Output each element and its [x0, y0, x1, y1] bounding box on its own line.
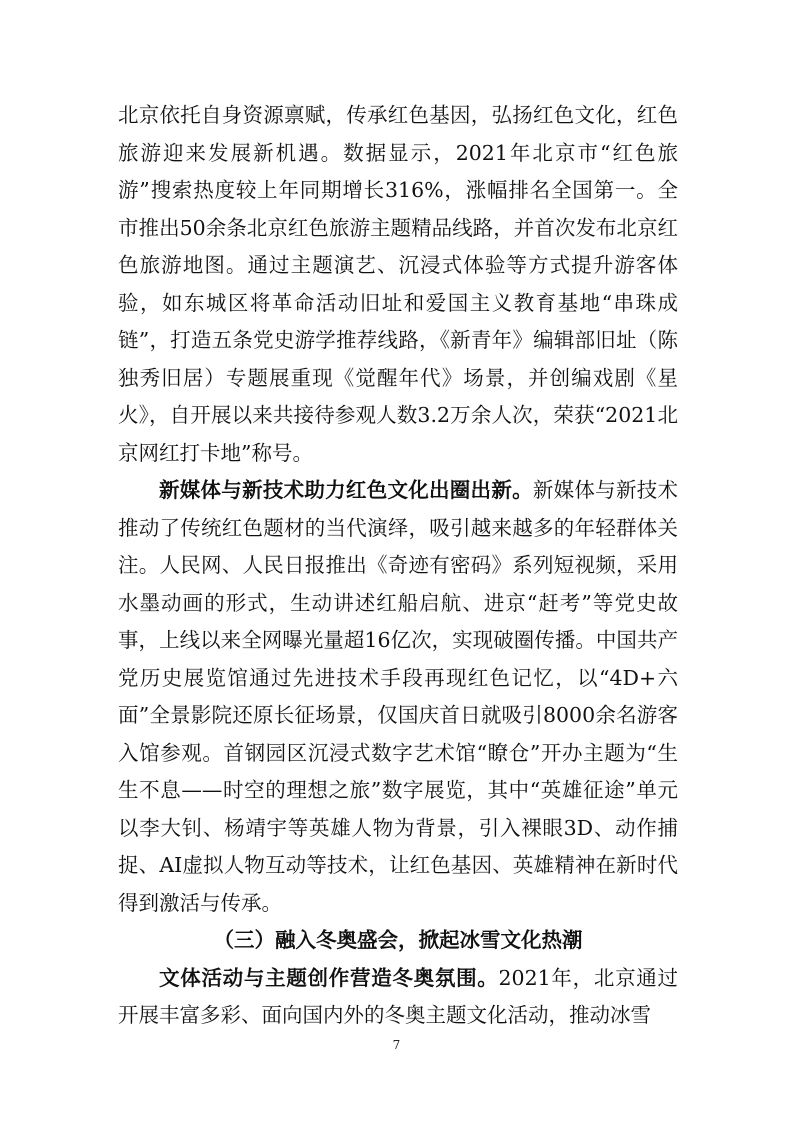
- paragraph-lead-sentence: 文体活动与主题创作营造冬奥氛围。: [159, 965, 499, 990]
- paragraph-text: 新媒体与新技术推动了传统红色题材的当代演绎，吸引越来越多的年轻群体关注。人民网、人民日报推出《奇迹有密码》系列短视频，采用水墨动画的形式，生动讲述红船启航、进京“赶考”等党史故事，上线以来全网曝光量超16亿次，实现破圈传播。中国共产党历史展览馆通过先进技术手段再现红色记忆，以“4D+六面”全景影院还原长征场景，仅国庆首日就吸引8000余名游客入馆参观。首钢园区沉浸式数字艺术馆“瞭仓”开办主题为“生生不息——时空的理想之旅”数字展览，其中“英雄征途”单元以李大钊、杨靖宇等英雄人物为背景，引入裸眼3D、动作捕捉、AI虚拟人物互动等技术，让红色基因、英雄精神在新时代得到激活与传承。: [118, 478, 678, 915]
- paragraph-lead-sentence: 新媒体与新技术助力红色文化出圈出新。: [159, 478, 533, 502]
- page-number: 7: [392, 1038, 401, 1052]
- body-paragraph: 北京依托自身资源禀赋，传承红色基因，弘扬红色文化，红色旅游迎来发展新机遇。数据显示，2021年北京市“红色旅游”搜索热度较上年同期增长316%，涨幅排名全国第一。全市推出50余条北京红色旅游主题精品线路，并首次发布北京红色旅游地图。通过主题演艺、沉浸式体验等方式提升游客体验，如东城区将革命活动旧址和爱国主义教育基地“串珠成链”，打造五条党史游学推荐线路，《新青年》编辑部旧址（陈独秀旧居）专题展重现《觉醒年代》场景，并创编戏剧《星火》，自开展以来共接待参观人数3.2万余人次，荣获“2021北京网红打卡地”称号。: [118, 103, 678, 465]
- paragraph-text: 2021年，北京通过开展丰富多彩、面向国内外的冬奥主题文化活动，推动冰雪: [118, 965, 679, 1027]
- document-body: [118, 97, 678, 1035]
- section-heading: （三）融入冬奥盛会，掀起冰雪文化热潮: [213, 928, 583, 952]
- body-paragraph: [118, 960, 678, 1035]
- body-paragraph: [118, 472, 678, 922]
